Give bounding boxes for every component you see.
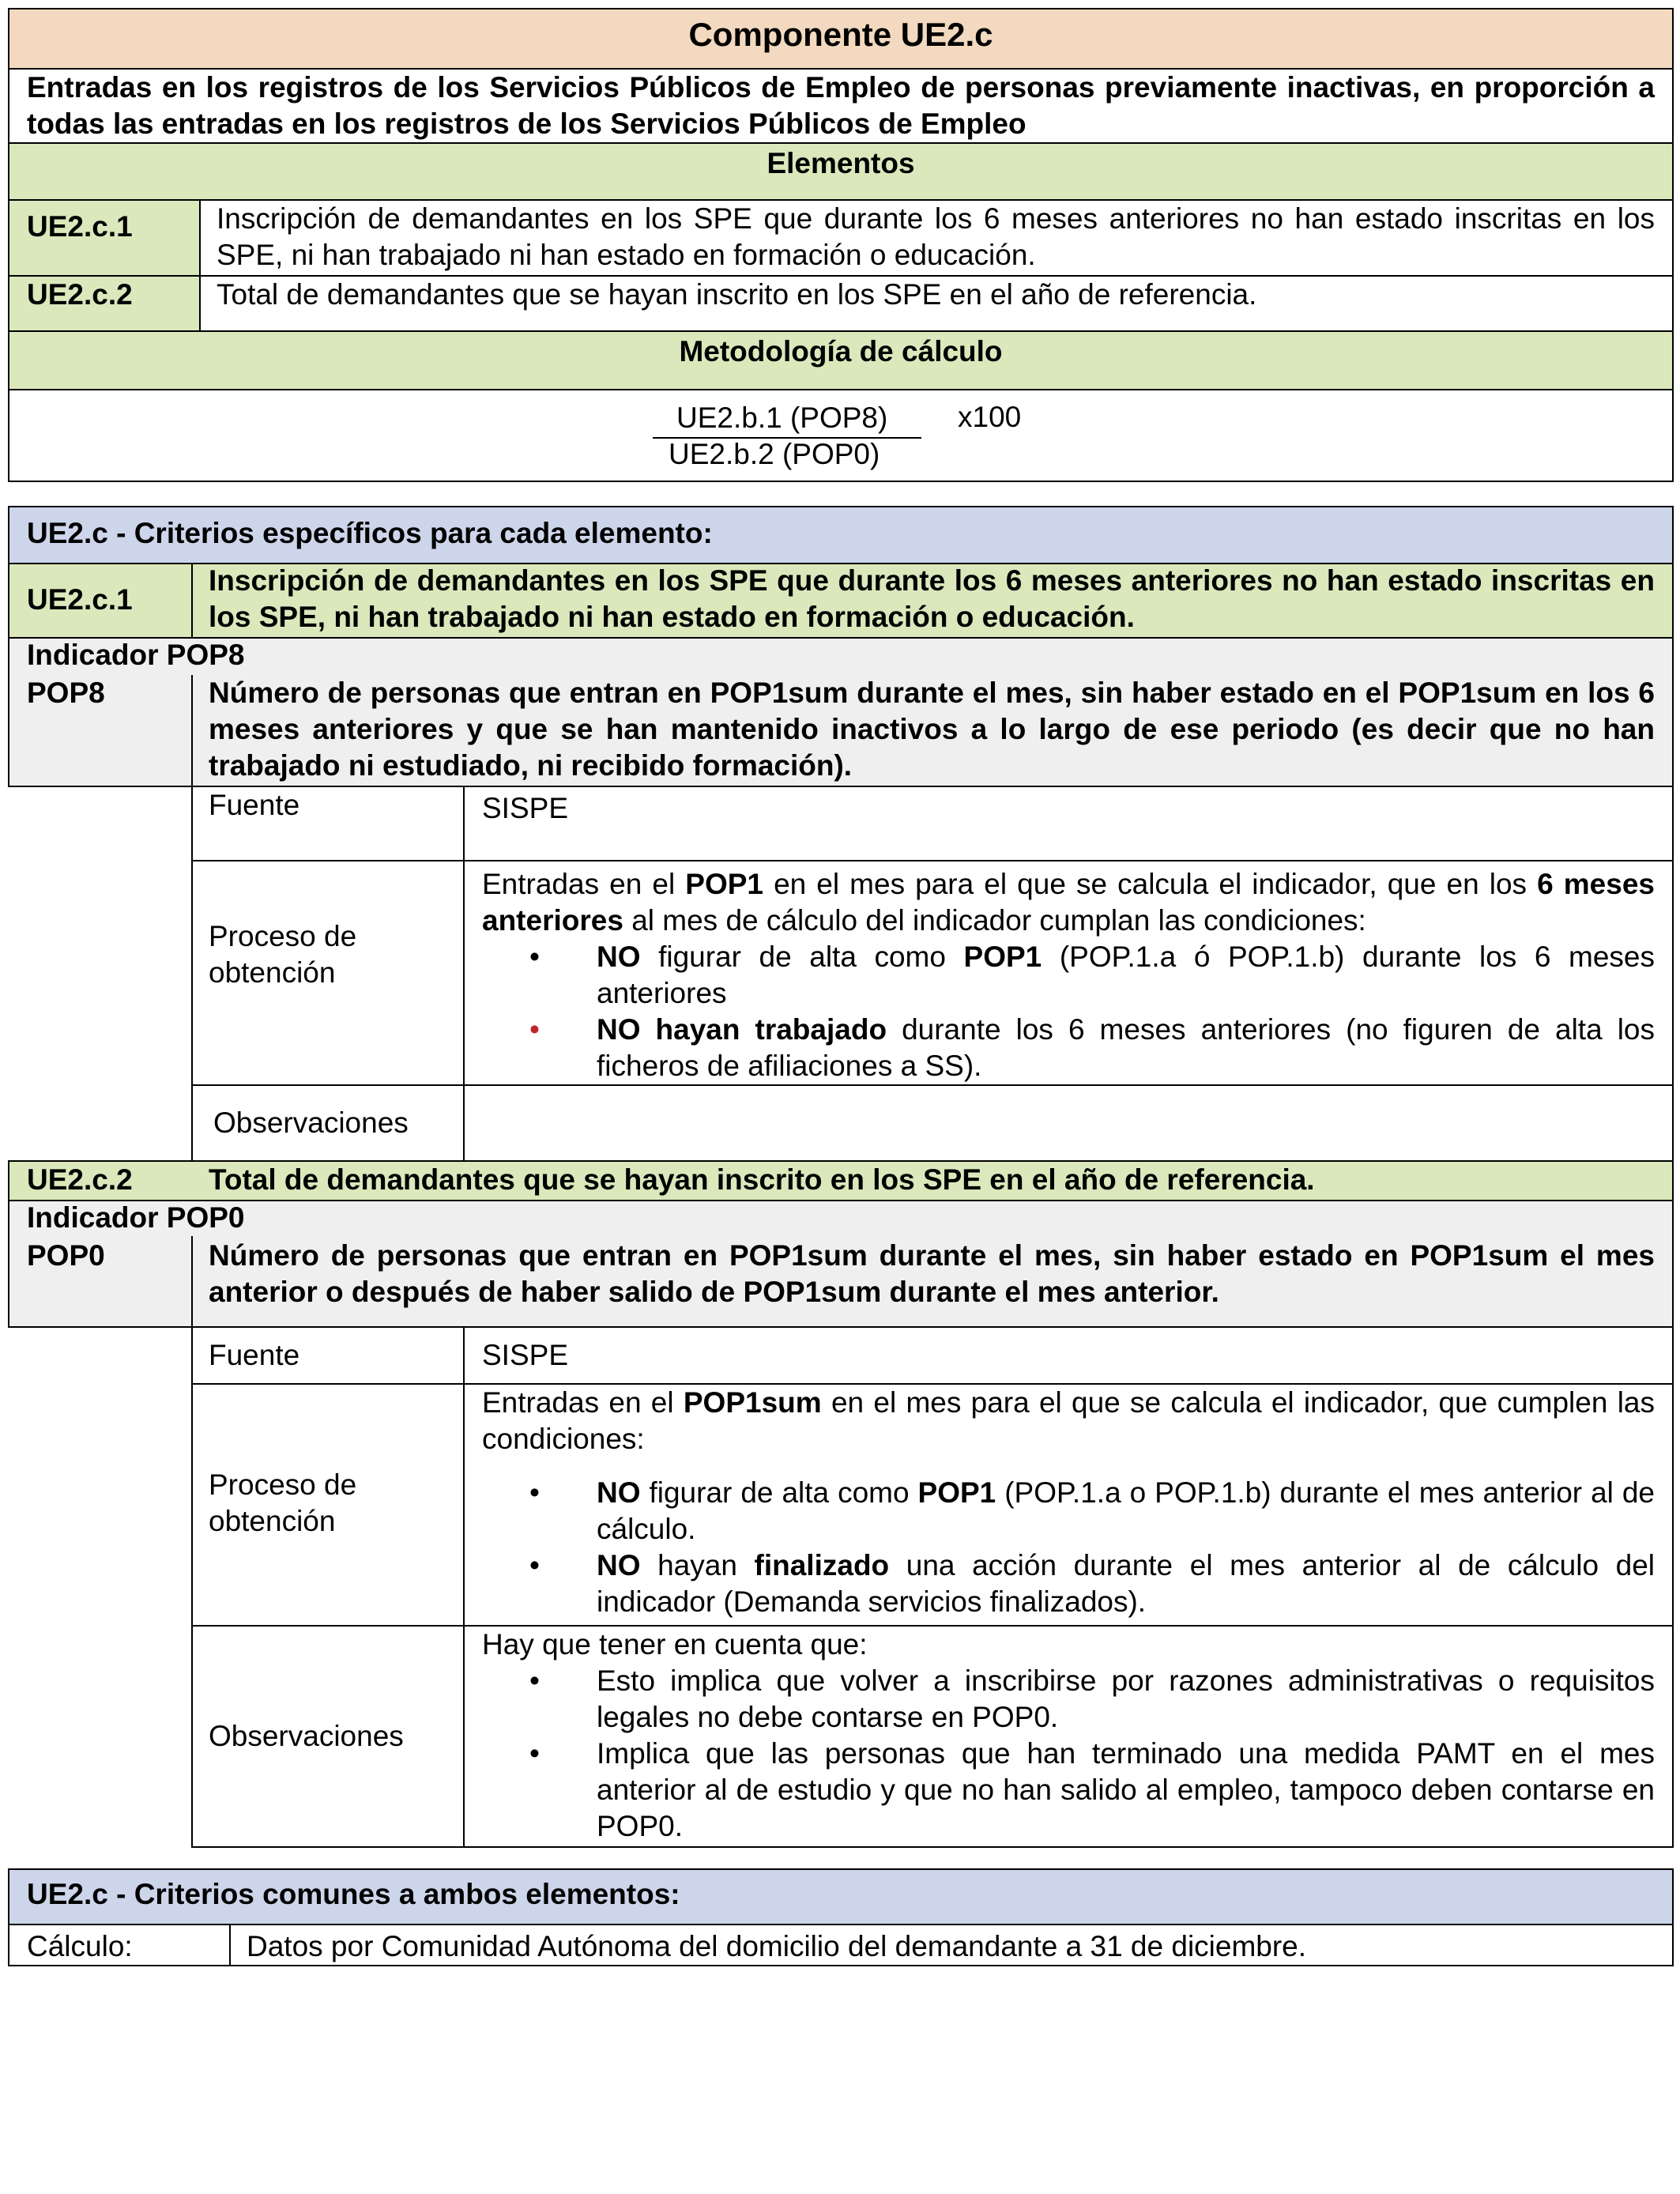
bullet-icon: • (529, 1549, 540, 1581)
element-code: UE2.c.1 (27, 583, 133, 616)
observaciones-intro: Hay que tener en cuenta que: (482, 1628, 868, 1661)
bullet-icon: • (529, 941, 540, 973)
proceso-intro: Entradas en el POP1 en el mes para el que se calcula el indicador, que en los 6 meses anteriores al mes de cálculo del indicador cumplan las condiciones: (482, 868, 1655, 937)
indicator-code: POP0 (27, 1239, 105, 1272)
observaciones-label: Observaciones (213, 1106, 409, 1139)
indicator-definition: Número de personas que entran en POP1sum durante el mes, sin haber estado en el POP1sum en los 6 meses anteriores y que se han mantenido inactivos a lo largo de ese periodo (es decir que no han trabajado ni estudiado, ni recibido formación). (209, 677, 1655, 782)
proceso-label: Proceso de obtención (209, 1468, 357, 1537)
indicador-pop8-row (8, 637, 1674, 675)
condition-item: • NO hayan finalizado una acción durante el mes anterior al de cálculo del indicador (Demanda servicios finalizados). (529, 1549, 1656, 1618)
fuente-value: SISPE (482, 1339, 568, 1371)
criterios-especificos-header: UE2.c - Criterios específicos para cada elemento: (27, 517, 713, 549)
element-description: Total de demandantes que se hayan inscrito en los SPE en el año de referencia. (209, 1163, 1315, 1196)
element-description: Inscripción de demandantes en los SPE que durante los 6 meses anteriores no han estado inscritas en los SPE, ni han trabajado ni han estado en formación o educación. (209, 564, 1655, 633)
formula-numerator: UE2.b.1 (POP8) (653, 399, 921, 439)
element-description: Total de demandantes que se hayan inscrito en los SPE en el año de referencia. (217, 278, 1257, 311)
condition-item: • NO hayan trabajado durante los 6 meses anteriores (no figuren de alta los ficheros de afiliaciones a SS). (529, 1013, 1655, 1082)
fuente-label: Fuente (209, 789, 300, 821)
observaciones-label: Observaciones (209, 1720, 404, 1752)
proceso-intro: Entradas en el POP1sum en el mes para el que se calcula el indicador, que cumplen las condiciones: (482, 1386, 1655, 1455)
element-code: UE2.c.1 (27, 210, 133, 243)
proceso-conditions-list (482, 939, 1655, 1084)
criterios-comunes-header: UE2.c - Criterios comunes a ambos elementos: (27, 1878, 680, 1910)
formula-multiplier: x100 (958, 401, 1022, 433)
observation-item: • Implica que las personas que han terminado una medida PAMT en el mes anterior al de estudio y que no han salido al empleo, tampoco deben contarse en POP0. (529, 1737, 1655, 1842)
fuente-value: SISPE (482, 792, 568, 824)
proceso-label: Proceso de obtención (209, 920, 357, 989)
proceso-conditions-list (482, 1475, 1655, 1620)
fuente-label: Fuente (209, 1339, 300, 1371)
element-description: Inscripción de demandantes en los SPE que durante los 6 meses anteriores no han estado inscritas en los SPE, ni han trabajado ni han estado en formación o educación. (217, 202, 1655, 271)
observaciones-list (482, 1663, 1655, 1845)
metodologia-header: Metodología de cálculo (679, 335, 1003, 368)
indicator-code: POP8 (27, 677, 105, 709)
condition-item: • NO figurar de alta como POP1 (POP.1.a ó POP.1.b) durante los 6 meses anteriores (529, 941, 1656, 1009)
indicator-header: Indicador POP0 (27, 1201, 245, 1234)
component-description: Entradas en los registros de los Servicios Públicos de Empleo de personas previamente inactivas, en proporción a todas las entradas en los registros de los Servicios Públicos de Empleo (27, 71, 1655, 140)
bullet-icon: • (529, 1476, 540, 1509)
observation-item: • Esto implica que volver a inscribirse por razones administrativas o requisitos legales no debe contarse en POP0. (529, 1664, 1655, 1733)
indicador-pop0-row (8, 1200, 1674, 1236)
indicator-definition: Número de personas que entran en POP1sum durante el mes, sin haber estado en POP1sum el mes anterior o después de haber salido de POP1sum durante el mes anterior. (209, 1239, 1655, 1308)
component-title: Componente UE2.c (688, 16, 993, 53)
formula-denominator: UE2.b.2 (POP0) (669, 438, 880, 470)
bullet-icon: • (529, 1013, 540, 1046)
element-code: UE2.c.2 (27, 278, 133, 311)
calculo-label: Cálculo: (27, 1930, 133, 1962)
condition-item: • NO figurar de alta como POP1 (POP.1.a o POP.1.b) durante el mes anterior al de cálculo. (529, 1476, 1656, 1545)
element-code: UE2.c.2 (27, 1163, 133, 1196)
calculo-value: Datos por Comunidad Autónoma del domicilio del demandante a 31 de diciembre. (247, 1930, 1307, 1962)
elementos-header: Elementos (767, 147, 915, 179)
bullet-icon: • (529, 1664, 540, 1697)
indicator-header: Indicador POP8 (27, 639, 245, 671)
bullet-icon: • (529, 1737, 540, 1770)
